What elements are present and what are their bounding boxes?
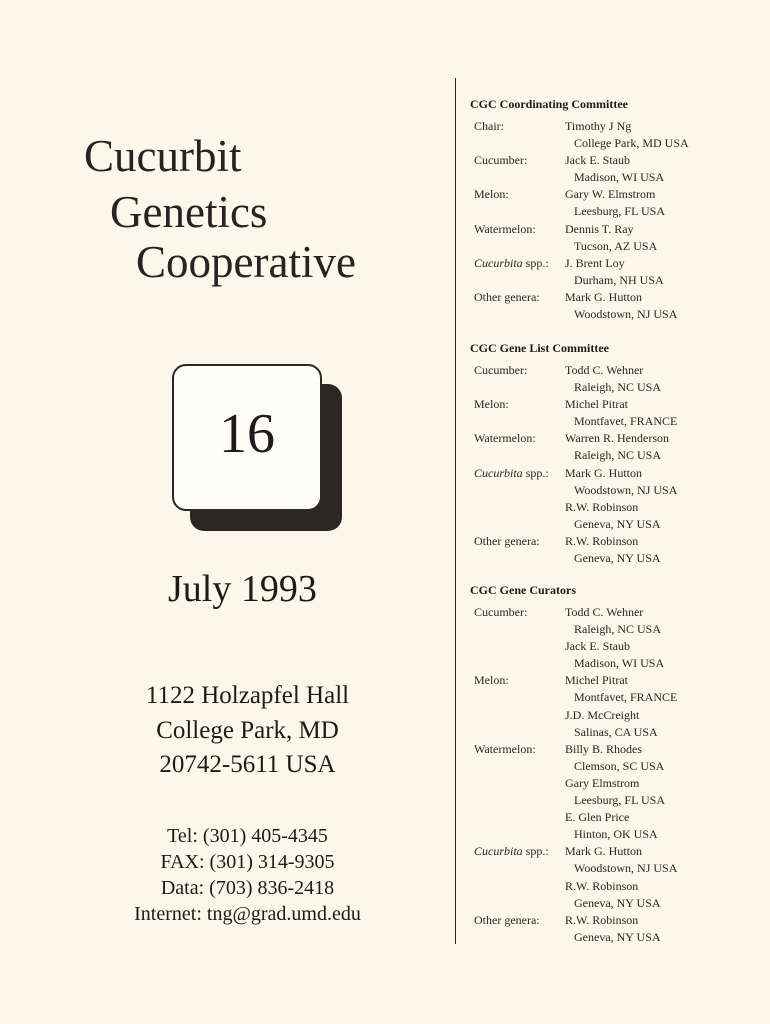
member-name: R.W. Robinson [565,534,639,548]
member-name: Todd C. Wehner [565,605,644,619]
member-role: Watermelon: [474,742,536,756]
address-line-3: 20742-5611 USA [159,751,336,778]
member-location: Salinas, CA USA [574,725,658,739]
title-line-3: Cooperative [136,237,356,287]
member-location: Geneva, NY USA [574,551,661,565]
member-location: Geneva, NY USA [574,930,661,944]
member-location: Raleigh, NC USA [574,380,661,394]
contact-data: Data: (703) 836-2418 [160,877,335,899]
member-role: Cucumber: [474,605,528,619]
member-name: Dennis T. Ray [565,222,634,236]
member-role: Melon: [474,673,509,687]
member-name: Todd C. Wehner [565,363,644,377]
issue-badge [172,364,322,511]
member-name: R.W. Robinson [565,879,639,893]
member-location: Leesburg, FL USA [574,793,665,807]
member-location: Woodstown, NJ USA [574,483,678,497]
member-name: Michel Pitrat [565,673,628,687]
member-location: Durham, NH USA [574,273,664,287]
section-title: CGC Gene List Committee [470,341,609,355]
member-location: Woodstown, NJ USA [574,861,678,875]
role-suffix: spp.: [522,466,549,480]
member-role: Cucumber: [474,153,528,167]
member-location: Hinton, OK USA [574,827,658,841]
member-name: E. Glen Price [565,810,630,824]
member-role: Watermelon: [474,431,536,445]
member-name: Billy B. Rhodes [565,742,643,756]
member-location: Leesburg, FL USA [574,204,665,218]
role-genus-italic: Cucurbita [474,844,523,858]
title-line-1: Cucurbit [84,131,242,181]
section-title: CGC Coordinating Committee [470,97,628,111]
member-location: Raleigh, NC USA [574,622,661,636]
member-role: Other genera: [474,534,540,548]
contact-fax: FAX: (301) 314-9305 [160,851,335,873]
member-location: Raleigh, NC USA [574,448,661,462]
member-location: Madison, WI USA [574,656,665,670]
address-line-1: 1122 Holzapfel Hall [145,682,350,709]
member-location: Tucson, AZ USA [574,239,658,253]
member-role: Other genera: [474,913,540,927]
member-name: J.D. McCreight [565,708,640,722]
member-location: Clemson, SC USA [574,759,665,773]
member-role: Melon: [474,187,509,201]
member-name: Mark G. Hutton [565,844,642,858]
issue-date: July 1993 [168,568,317,610]
role-genus-italic: Cucurbita [474,256,523,270]
member-role [474,257,549,269]
member-role [474,467,549,479]
member-location: Woodstown, NJ USA [574,307,678,321]
member-name: J. Brent Loy [565,256,625,270]
member-role: Watermelon: [474,222,536,236]
member-name: Gary Elmstrom [565,776,640,790]
member-location: Montfavet, FRANCE [574,414,678,428]
member-role: Cucumber: [474,363,528,377]
contact-tel: Tel: (301) 405-4345 [167,825,328,847]
member-name: Jack E. Staub [565,639,630,653]
issue-number: 16 [219,403,275,465]
member-location: College Park, MD USA [574,136,689,150]
member-name: Mark G. Hutton [565,290,642,304]
role-genus-italic: Cucurbita [474,466,523,480]
member-name: Mark G. Hutton [565,466,642,480]
member-location: Geneva, NY USA [574,896,661,910]
role-suffix: spp.: [522,256,549,270]
contact-internet: Internet: tng@grad.umd.edu [134,903,361,925]
role-suffix: spp.: [522,844,549,858]
member-name: Jack E. Staub [565,153,630,167]
title-line-2: Genetics [110,187,268,237]
member-location: Madison, WI USA [574,170,665,184]
member-location: Geneva, NY USA [574,517,661,531]
member-role: Melon: [474,397,509,411]
member-role: Chair: [474,119,504,133]
member-role: Other genera: [474,290,540,304]
member-name: Michel Pitrat [565,397,628,411]
section-title: CGC Gene Curators [470,583,576,597]
address-line-2: College Park, MD [156,717,339,744]
member-name: Timothy J Ng [565,119,632,133]
member-name: R.W. Robinson [565,500,639,514]
column-divider [455,78,456,944]
member-name: R.W. Robinson [565,913,639,927]
member-location: Montfavet, FRANCE [574,690,678,704]
member-role [474,845,549,857]
member-name: Gary W. Elmstrom [565,187,656,201]
member-name: Warren R. Henderson [565,431,669,445]
